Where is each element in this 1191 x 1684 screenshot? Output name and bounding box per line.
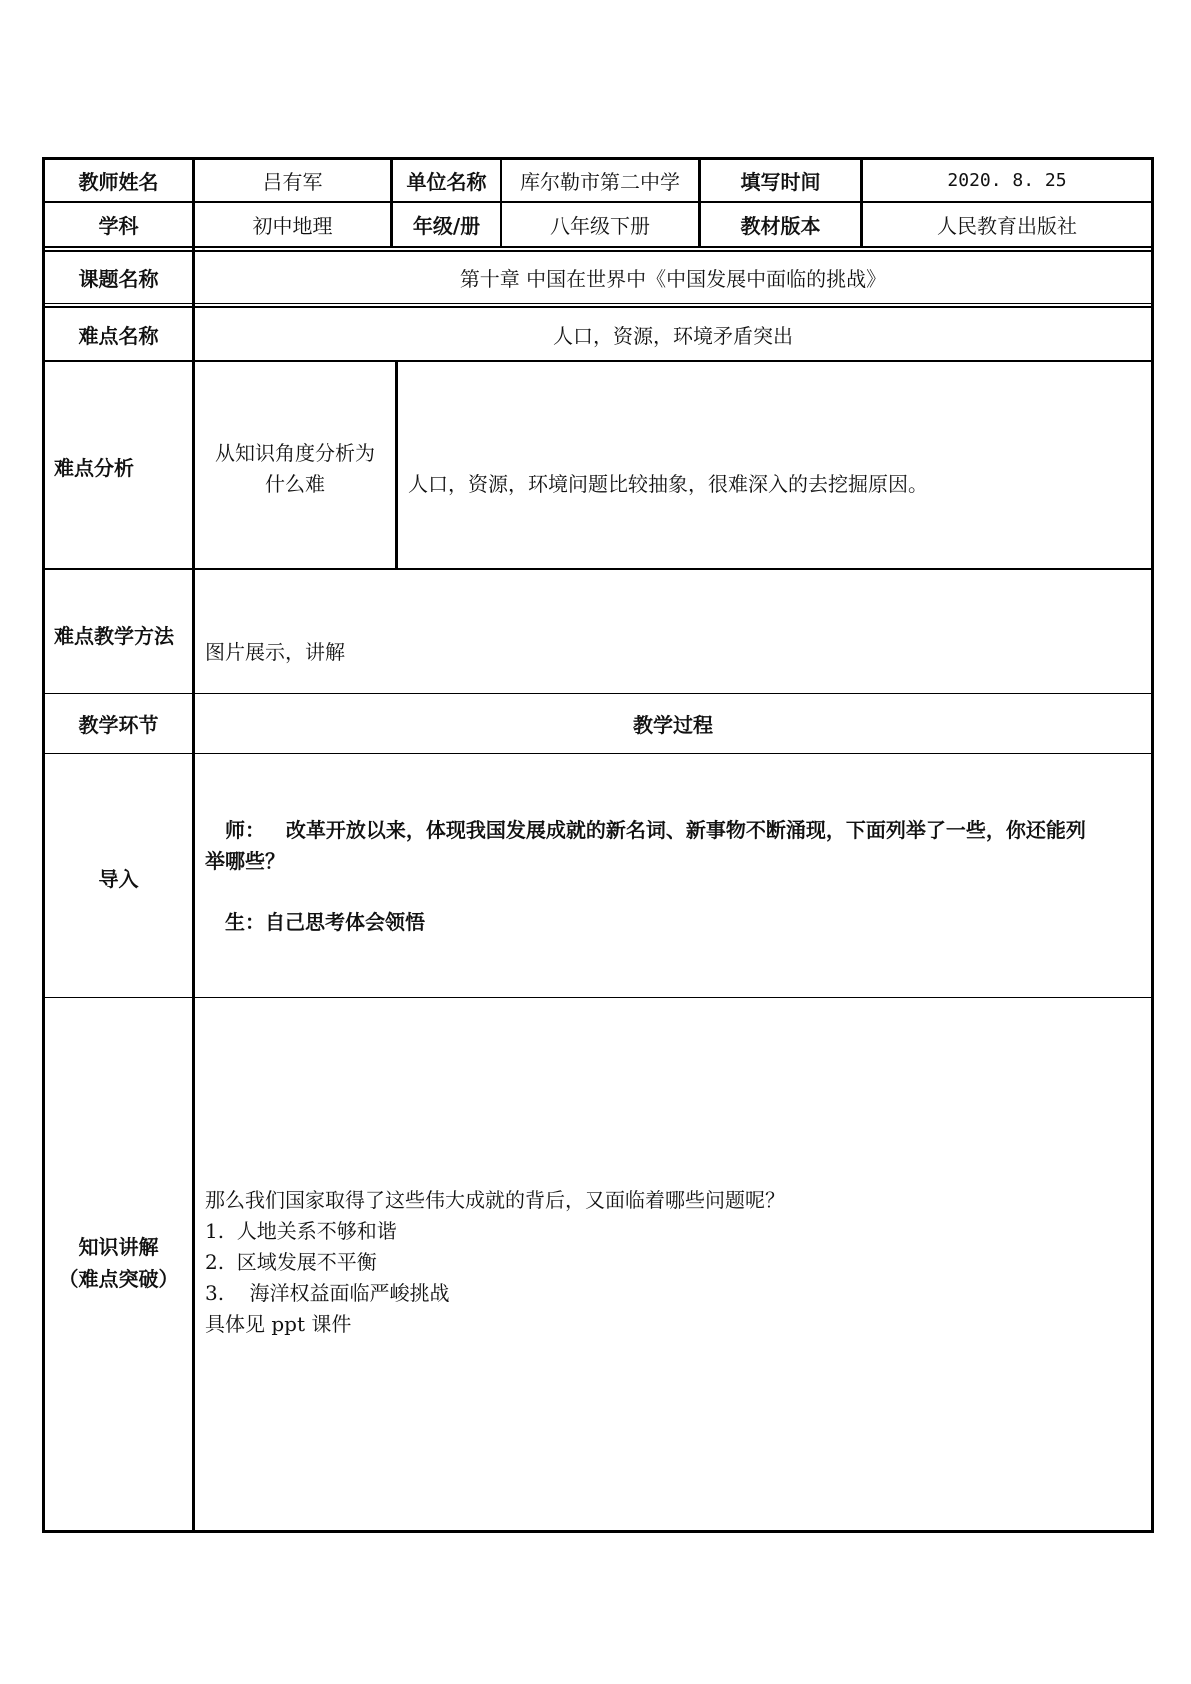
- rule-row7: [42, 753, 1153, 754]
- fill-date-label: 填写时间: [740, 170, 821, 194]
- knowledge-item-2: 2. 区域发展不平衡: [205, 1250, 377, 1274]
- knowledge-label: [45, 1231, 192, 1297]
- rule-row4: [42, 360, 1153, 362]
- edition-label: 教材版本: [740, 214, 821, 238]
- intro-student-line: 生：自己思考体会领悟: [225, 910, 425, 934]
- analysis-label: 难点分析: [54, 456, 134, 480]
- process-stage-header: 教学环节: [78, 713, 159, 737]
- knowledge-item-3: 3. 海洋权益面临严峻挑战: [205, 1281, 450, 1305]
- grade-value: 八年级下册: [550, 214, 650, 238]
- rule-analysis-col: [395, 360, 398, 570]
- rule-row3: [42, 303, 1153, 304]
- rule-label-col: [192, 157, 195, 1533]
- analysis-sublabel-line2: 什么难: [265, 472, 325, 496]
- rule-bottom: [42, 1530, 1153, 1533]
- topic-value: 第十章 中国在世界中《中国发展中面临的挑战》: [459, 267, 887, 291]
- method-value: 图片展示，讲解: [205, 640, 345, 664]
- rule-left: [42, 157, 45, 1533]
- unit-name-value: 库尔勒市第二中学: [520, 170, 680, 194]
- unit-name-label: 单位名称: [406, 170, 487, 194]
- intro-label: 导入: [98, 866, 139, 891]
- analysis-sublabel-line1: 从知识角度分析为: [215, 441, 375, 465]
- edition-value: 人民教育出版社: [937, 214, 1077, 238]
- analysis-value: 人口，资源，环境问题比较抽象，很难深入的去挖掘原因。: [408, 472, 928, 496]
- analysis-sublabel: [195, 438, 395, 508]
- knowledge-label-line2: （难点突破）: [58, 1267, 179, 1291]
- rule-row5: [42, 568, 1153, 570]
- intro-teacher-line1: 师： 改革开放以来，体现我国发展成就的新名词、新事物不断涌现，下面列举了一些，你还能列: [225, 818, 1086, 842]
- process-content-header: 教学过程: [633, 713, 713, 737]
- difficulty-value: 人口，资源，环境矛盾突出: [553, 323, 793, 348]
- subject-value: 初中地理: [252, 214, 333, 238]
- knowledge-label-line1: 知识讲解: [78, 1235, 159, 1259]
- difficulty-label: 难点名称: [78, 323, 159, 348]
- intro-teacher-line2: 举哪些？: [205, 849, 285, 873]
- teacher-name-value: 吕有军: [262, 170, 323, 194]
- rule-right: [1151, 157, 1154, 1533]
- knowledge-question: 那么我们国家取得了这些伟大成就的背后，又面临着哪些问题呢？: [205, 1188, 785, 1212]
- teacher-name-label: 教师姓名: [78, 170, 159, 194]
- method-label: 难点教学方法: [54, 624, 174, 648]
- knowledge-note: 具体见 ppt 课件: [205, 1312, 352, 1336]
- knowledge-item-1: 1. 人地关系不够和谐: [205, 1219, 397, 1243]
- knowledge-content: [205, 1185, 1145, 1340]
- grade-label: 年级/册: [412, 214, 481, 238]
- rule-row2: [42, 246, 1153, 248]
- subject-label: 学科: [98, 214, 139, 238]
- fill-date-value: 2020. 8. 25: [947, 170, 1067, 191]
- topic-label: 课题名称: [78, 267, 159, 291]
- rule-row8: [42, 997, 1153, 998]
